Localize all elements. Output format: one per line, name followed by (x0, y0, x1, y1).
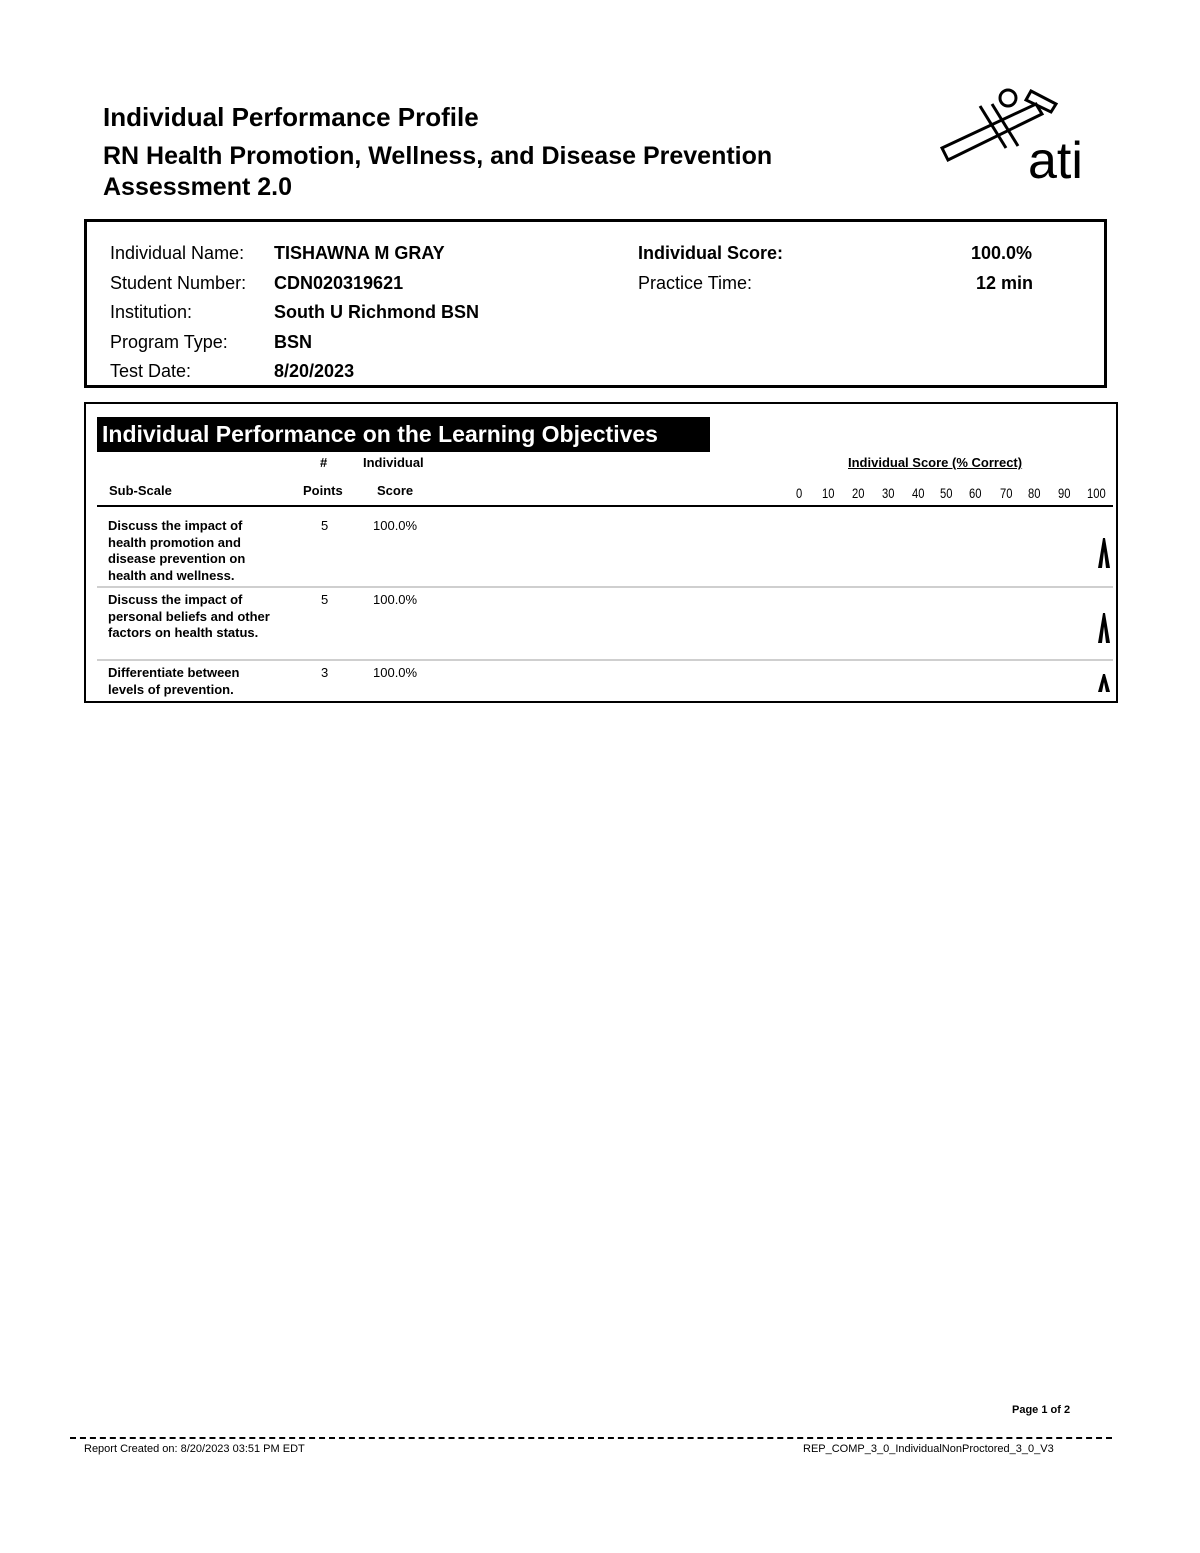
objectives-header: Individual Performance on the Learning Objectives (97, 417, 710, 452)
tick-label: 70 (1000, 485, 1013, 501)
score-marker (1098, 613, 1110, 643)
program-type-label: Program Type: (110, 332, 228, 352)
student-number-label: Student Number: (110, 273, 247, 293)
practice-time-value: 12 min (976, 273, 1034, 293)
tick-label: 100 (1087, 485, 1106, 501)
col-subscale: Sub-Scale (109, 483, 172, 498)
tick-label: 90 (1058, 485, 1071, 501)
col-hash: # (320, 455, 328, 470)
test-date-value: 8/20/2023 (274, 361, 355, 381)
institution-label: Institution: (110, 302, 193, 322)
tick-label: 40 (912, 485, 925, 501)
program-type-value: BSN (274, 332, 313, 352)
col-points: Points (303, 483, 343, 498)
row-score: 100.0% (373, 665, 418, 680)
row-subscale: Discuss the impact of health promotion and disease prevention on health and wellness. (108, 518, 246, 583)
tick-label: 20 (852, 485, 865, 501)
tick-label: 80 (1028, 485, 1041, 501)
logo-text: ati (1028, 132, 1083, 186)
name-label: Individual Name: (110, 243, 245, 263)
tick-label: 10 (822, 485, 835, 501)
row-score: 100.0% (373, 518, 418, 533)
row-points: 5 (321, 592, 329, 607)
test-date-label: Test Date: (110, 361, 192, 381)
name-value: TISHAWNA M GRAY (274, 243, 445, 263)
report-created: Report Created on: 8/20/2023 03:51 PM EDT (84, 1443, 305, 1455)
row-points: 5 (321, 518, 329, 533)
page-number: Page 1 of 2 (1012, 1404, 1071, 1416)
row-points: 3 (321, 665, 329, 680)
score-marker (1098, 674, 1110, 692)
practice-time-label: Practice Time: (638, 273, 753, 293)
row-score: 100.0% (373, 592, 418, 607)
row-subscale: Discuss the impact of personal beliefs and other factors on health status. (108, 592, 270, 640)
tick-label: 60 (969, 485, 982, 501)
chart-title: Individual Score (% Correct) (848, 455, 1023, 470)
student-number-value: CDN020319621 (274, 273, 404, 293)
tick-label: 30 (882, 485, 895, 501)
assessment-title: RN Health Promotion, Wellness, and Disease Prevention Assessment 2.0 (103, 142, 773, 201)
institution-value: South U Richmond BSN (274, 302, 479, 322)
tick-label: 50 (940, 485, 953, 501)
col-score: Score (377, 483, 414, 498)
score-markers (0, 0, 1200, 720)
footer-rule (70, 1437, 1112, 1439)
score-marker (1098, 538, 1110, 568)
report-title: Individual Performance Profile (103, 102, 479, 132)
individual-score-label: Individual Score: (638, 243, 784, 263)
tick-label: 0 (796, 485, 803, 501)
report-id: REP_COMP_3_0_IndividualNonProctored_3_0_V3 (803, 1443, 1054, 1455)
col-individual: Individual (363, 455, 424, 470)
individual-score-value: 100.0% (971, 243, 1033, 263)
row-subscale: Differentiate between levels of prevention. (108, 665, 240, 697)
